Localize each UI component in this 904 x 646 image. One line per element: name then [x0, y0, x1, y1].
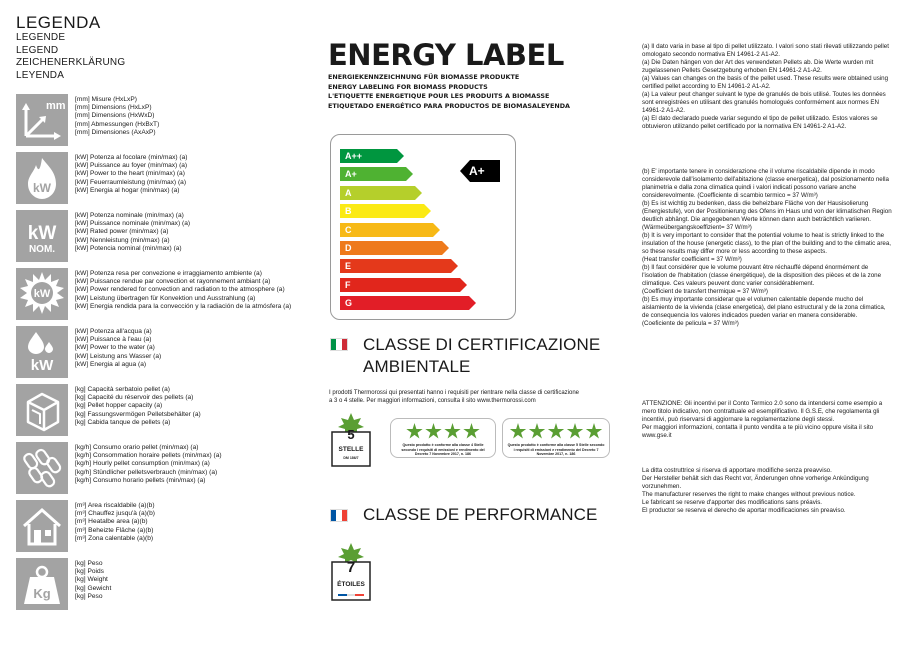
- note-paragraph: (a) Die Daten hängen von der Art des verwendeten Pellets ab. Die Werte wurden mit zugelassenen Pellets Gesetzgebung erhoben EN 14961-2 A1-A2.: [642, 59, 874, 74]
- legend-row-text: [75, 326, 161, 378]
- italy-stars-badge: [329, 412, 373, 468]
- disclaimer-line: El productor se reserva el derecho de aportar modificaciones sin preaviso.: [642, 507, 846, 514]
- note-paragraph: (Heat transfer coefficient = 37 W/m³): [642, 256, 742, 263]
- legend-line: [kg] Weight: [75, 576, 108, 584]
- legend-line: [kg/h] Hourly pellet consumption (min/max) (a): [75, 460, 210, 468]
- legend-line: [kg/h] Consumo horario pellets (min/max) (a): [75, 476, 206, 484]
- legend-line: [kg/h] Consumo orario pellet (min/max) (a): [75, 444, 199, 451]
- legend-line: [kg] Capacità serbatoio pellet (a): [75, 386, 170, 393]
- legend-row-text: [75, 152, 188, 204]
- italy-class-heading: [363, 334, 600, 378]
- note-paragraph: (b) E' importante tenere in considerazione che il volume riscaldabile dipende in modo considerevole dall'isolamento dell'abitazione (classe energetica), dal posizionamento nella planimetria e dalla zona climatica quindi i valori indicati possono variare anche considerevolmente. (Coefficiente di scambio termico = 37 W/m³): [642, 168, 889, 199]
- energy-class-label: A: [345, 187, 352, 198]
- energy-subtitle: ENERGIEKENNZEICHNUNG FÜR BIOMASSE PRODUKTE: [328, 73, 520, 81]
- legend-line: [kg] Peso: [75, 560, 103, 567]
- legend-line: [kg/h] Stündlicher pelletsverbrauch (min/max) (a): [75, 468, 218, 476]
- note-paragraph: (b) Il faut considérer que le volume pouvant être réchauffé dépend énormément de l'isolation de l'habitation (classe énergétique), de la disposition des pièces et de la zone climatique. Ces valeurs peuvent donc varier considérablement.: [642, 264, 882, 287]
- badge-dm: DM 186/7: [343, 456, 359, 460]
- attention-paragraph: ATTENZIONE: Gli incentivi per il Conto Termico 2.0 sono da intendersi come esempio a mero titolo indicativo, non contrattuale ed esemplificativo. Il G.S.E, che regolamenta gli incentivi, può riservarsi di aggiornare la regolamentazione degli stessi.: [642, 400, 883, 423]
- legend-line: [kg] Poids: [75, 568, 104, 576]
- svg-text:kW: kW: [33, 181, 51, 195]
- legend-line: [m³] Zona calentable (a)(b): [75, 534, 154, 542]
- legend-subtitle: ZEICHENERKLÄRUNG: [16, 57, 126, 68]
- kw-nom-icon: [16, 210, 68, 262]
- legend-line: [kg] Pellet hopper capacity (a): [75, 402, 163, 410]
- legend-subtitle: LEGENDE: [16, 32, 66, 43]
- legend-line: [kW] Puissance nominale (min/max) (a): [75, 220, 191, 228]
- legend-line: [kW] Rated power (min/max) (a): [75, 228, 169, 236]
- badge-word: STELLE: [338, 446, 364, 453]
- energy-class-label: A++: [345, 151, 363, 161]
- note-paragraph: (a) La valeur peut changer suivant le type de granulés de bois utilisé. Toutes les données sont enregistrées en utilisant des granulés homologués conformément aux normes EN 14961-2 A1-A2.: [642, 91, 886, 114]
- legend-line: [kW] Power rendered for convection and radiation to the atmosphere (a): [75, 286, 285, 294]
- legend-line: [mm] Abmessungen (HxBxT): [75, 120, 160, 128]
- badge-word: ÉTOILES: [337, 581, 365, 588]
- attention-note: [642, 400, 892, 440]
- legend-line: [mm] Misure (HxLxP): [75, 96, 137, 103]
- legend-row-text: [75, 210, 190, 262]
- legend-line: [kW] Energia al hogar (min/max) (a): [75, 186, 180, 194]
- hopper-icon: [16, 384, 68, 436]
- legend-line: [kg] Capacité du réservoir des pellets (a): [75, 394, 194, 402]
- legend-subtitle: LEYENDA: [16, 69, 65, 81]
- note-paragraph: (b) Es ist wichtig zu bedenken, dass die beheizbare Fläche von der Hausisolierung (Energiestufe), von der Positionierung des Ofens im Haus und von der klimatischen Region deutlich abhängt. Die angegebenen Werte können dann auch beträchtlich variieren. (Wärmeübergangskoeffizient= 37 W/m³): [642, 200, 892, 231]
- house-icon: [16, 500, 68, 552]
- legend-line: [kW] Leistung ans Wasser (a): [75, 352, 162, 360]
- legend-line: [kW] Power to the heart (min/max) (a): [75, 170, 185, 178]
- badge-number: 5: [347, 427, 355, 442]
- energy-label-title: ENERGY LABEL: [328, 38, 564, 72]
- convection-kw-icon: [16, 268, 68, 320]
- energy-class-bar: [340, 296, 476, 310]
- flame-kw-icon: [16, 152, 68, 204]
- energy-subtitle: ETIQUETADO ENERGÉTICO PARA PRODUCTOS DE BIOMASALEYENDA: [328, 101, 570, 110]
- legend-line: [mm] Dimensiones (AxAxP): [75, 128, 156, 136]
- legend-line: [mm] Dimensions (HxLxP): [75, 104, 152, 112]
- five-stars-box: [502, 418, 610, 458]
- legend-line: [kW] Potenza resa per convezione e irraggiamento ambiente (a): [75, 270, 262, 277]
- svg-text:mm: mm: [46, 100, 66, 112]
- svg-text:kW: kW: [30, 357, 54, 374]
- legend-line: [m³] Heatalbe area (a)(b): [75, 518, 148, 526]
- legend-line: [kW] Potenza al focolare (min/max) (a): [75, 154, 188, 161]
- legend-line: [kg] Fassungsvermögen Pelletsbehälter (a): [75, 410, 201, 418]
- legend-line: [kW] Potenza nominale (min/max) (a): [75, 212, 184, 219]
- legend-line: [kW] Potenza all'acqua (a): [75, 328, 152, 335]
- legend-row-convection: [16, 268, 291, 320]
- weight-kg-icon: [16, 558, 68, 610]
- legend-line: [kW] Nennleistung (min/max) (a): [75, 236, 170, 244]
- disclaimer: [642, 467, 892, 515]
- legend-line: [kW] Energia rendida para la convección y la radiación de la atmósfera (a): [75, 302, 292, 310]
- energy-class-label: G: [345, 298, 353, 309]
- energy-class-bar: [340, 186, 422, 200]
- legend-row-heart-power: [16, 152, 188, 204]
- energy-class-bar: [340, 278, 467, 292]
- note-paragraph: (b) It is very important to consider that the potential volume to heat is strictly linked to the insulation of the house (energetic class), to the plan of the building and to the climatic area, so these results may differ more or less according to these aspects.: [642, 232, 892, 255]
- legend-row-weight: [16, 558, 111, 610]
- svg-text:Kg: Kg: [33, 586, 51, 601]
- legend-row-heatable-area: [16, 500, 155, 552]
- dimensions-icon: [16, 94, 68, 146]
- disclaimer-line: The manufacturer reserves the right to make changes without previous notice.: [642, 491, 856, 498]
- legend-row-text: [75, 500, 155, 552]
- energy-class-label: D: [345, 243, 352, 253]
- note-paragraph: (b) Es muy importante considerar que el volumen calentable depende mucho del aislamiento de la vivienda (clase energetica), del plano estructural y de la zona climatica, de consequencia los valores indicados pueden variar en manera considerable. (Coeficiente de pelicula = 37 W/m³): [642, 296, 886, 327]
- legend-line: [kg/h] Consommation horaire pellets (min/max) (a): [75, 452, 222, 460]
- legend-line: [m³] Beheizte Fläche (a)(b): [75, 526, 154, 534]
- energy-class-label: C: [345, 224, 352, 235]
- energy-class-bar: [340, 167, 413, 181]
- france-flag-icon: [330, 509, 348, 522]
- italy-flag-icon: [330, 338, 348, 351]
- legend-subtitle: LEGEND: [16, 44, 59, 56]
- attention-paragraph: Per maggiori informazioni, contatta il punto vendita a te più vicino oppure visita il sito www.gse.it: [642, 424, 874, 439]
- legend-line: [mm] Dimensions (HxWxD): [75, 112, 155, 120]
- energy-subtitle: ENERGY LABELING FOR BIOMASS PRODUCTS: [328, 82, 488, 91]
- italy-heading-line: AMBIENTALE: [363, 357, 471, 376]
- notes-a: [642, 43, 892, 131]
- note-paragraph: (a) Il dato varia in base al tipo di pellet utilizzato. I valori sono stati rilevati utilizzando pellet omologato secondo normativa EN 14961-2 A1-A2.: [642, 43, 889, 58]
- note-paragraph: (a) El dato declarado puede variar segundo el tipo de pellet utilizado. Estos valores se obtuvieron utilizando pellet certificado por la normativa EN 14961-2 A1-A2.: [642, 115, 878, 130]
- pellets-icon: [16, 442, 68, 494]
- disclaimer-line: La ditta costruttrice si riserva di apportare modifiche senza preavviso.: [642, 467, 832, 474]
- four-stars-icon: [406, 423, 480, 440]
- italy-note: [329, 389, 629, 405]
- legend-line: [kg] Cabida tanque de pellets (a): [75, 418, 171, 426]
- legend-row-text: [75, 94, 159, 146]
- energy-label-subtitles: [328, 73, 570, 111]
- note-paragraph: (Coefficient de transfert thermique = 37 W/m³): [642, 288, 768, 295]
- legend-row-text: [75, 442, 222, 494]
- svg-text:kW: kW: [33, 288, 51, 300]
- energy-class-bar: [340, 223, 440, 237]
- legend-line: [kW] Potencia nominal (min/max) (a): [75, 244, 182, 252]
- energy-class-label: E: [345, 261, 352, 272]
- svg-text:kW: kW: [27, 223, 57, 244]
- legend-row-text: [75, 384, 201, 436]
- legend-header: [16, 14, 125, 82]
- legend-line: [kg] Gewicht: [75, 584, 112, 592]
- four-stars-box: [390, 418, 496, 458]
- energy-class-bar: [340, 259, 458, 273]
- legend-line: [m³] Chauffez jusqu'à (a)(b): [75, 510, 155, 518]
- france-class-heading: CLASSE DE PERFORMANCE: [363, 505, 598, 524]
- legend-line: [kW] Energia al agua (a): [75, 360, 147, 368]
- legend-line: [kW] Feuerraumleistung (min/max) (a): [75, 178, 187, 186]
- legend-line: [m³] Area riscaldabile (a)(b): [75, 502, 155, 509]
- disclaimer-line: Le fabricant se reserve d'apporter des modifications sans préavis.: [642, 499, 823, 506]
- energy-class-label: F: [345, 279, 351, 290]
- notes-b: [642, 168, 892, 328]
- legend-title: LEGENDA: [16, 13, 101, 32]
- five-stars-icon: [510, 423, 603, 440]
- legend-row-rated-power: [16, 210, 190, 262]
- legend-line: [kW] Puissance à l'eau (a): [75, 336, 152, 344]
- energy-class-bar: [340, 204, 431, 218]
- disclaimer-line: Der Hersteller behält sich das Recht vor, Änderungen ohne vorherige Ankündigung vorzunehmen.: [642, 475, 869, 490]
- legend-line: [kW] Puissance au foyer (min/max) (a): [75, 162, 188, 170]
- starbox-text: Questo prodotto è conforme alla classe 4 Stelle secondo i requisiti di emissioni e rendimento del Decreto 7 Novembre 2017, n. 186: [401, 443, 485, 457]
- energy-subtitle: L'ETIQUETTE ENERGETIQUE POUR LES PRODUITS A BIOMASSE: [328, 92, 550, 101]
- italy-note-line: a 3 o 4 stelle. Per maggiori informazioni, consulta il sito www.thermorossi.com: [329, 398, 536, 404]
- italy-heading-line: CLASSE DI CERTIFICAZIONE: [363, 335, 601, 354]
- badge-number: 7: [346, 559, 356, 576]
- legend-row-consumption: [16, 442, 222, 494]
- energy-class-bar: [340, 241, 449, 255]
- energy-class-bar: [340, 149, 404, 163]
- legend-line: [kW] Puissance rendue par convection et rayonnement ambiant (a): [75, 278, 271, 286]
- energy-class-label: A+: [345, 169, 357, 180]
- legend-row-text: [75, 268, 291, 320]
- france-stars-badge: [329, 542, 373, 602]
- starbox-text: Questo prodotto è conforme alla classe 5 Stelle secondo i requisiti di emissioni e rendimento del Decreto 7 Novembre 2017, n. 186: [507, 443, 605, 457]
- legend-row-hopper: [16, 384, 201, 436]
- water-kw-icon: [16, 326, 68, 378]
- legend-line: [kW] Leistung übertragen für Konvektion und Ausstrahlung (a): [75, 294, 256, 302]
- legend-row-text: [75, 558, 111, 610]
- italy-note-line: I prodotti Thermorossi qui presentati hanno i requisiti per rientrare nella classe di certificazione: [329, 390, 580, 396]
- svg-text:NOM.: NOM.: [28, 244, 56, 255]
- legend-line: [kW] Power to the water (a): [75, 344, 155, 352]
- legend-line: [kg] Peso: [75, 592, 103, 600]
- legend-row-dimensions: [16, 94, 159, 146]
- energy-class-label: B: [345, 206, 352, 217]
- legend-row-water-power: [16, 326, 161, 378]
- note-paragraph: (a) Values can changes on the basis of the pellet used. These results were obtained using certified pellet according to EN 14961-2 A1-A2.: [642, 75, 889, 90]
- energy-class-indicator-label: A+: [469, 164, 485, 178]
